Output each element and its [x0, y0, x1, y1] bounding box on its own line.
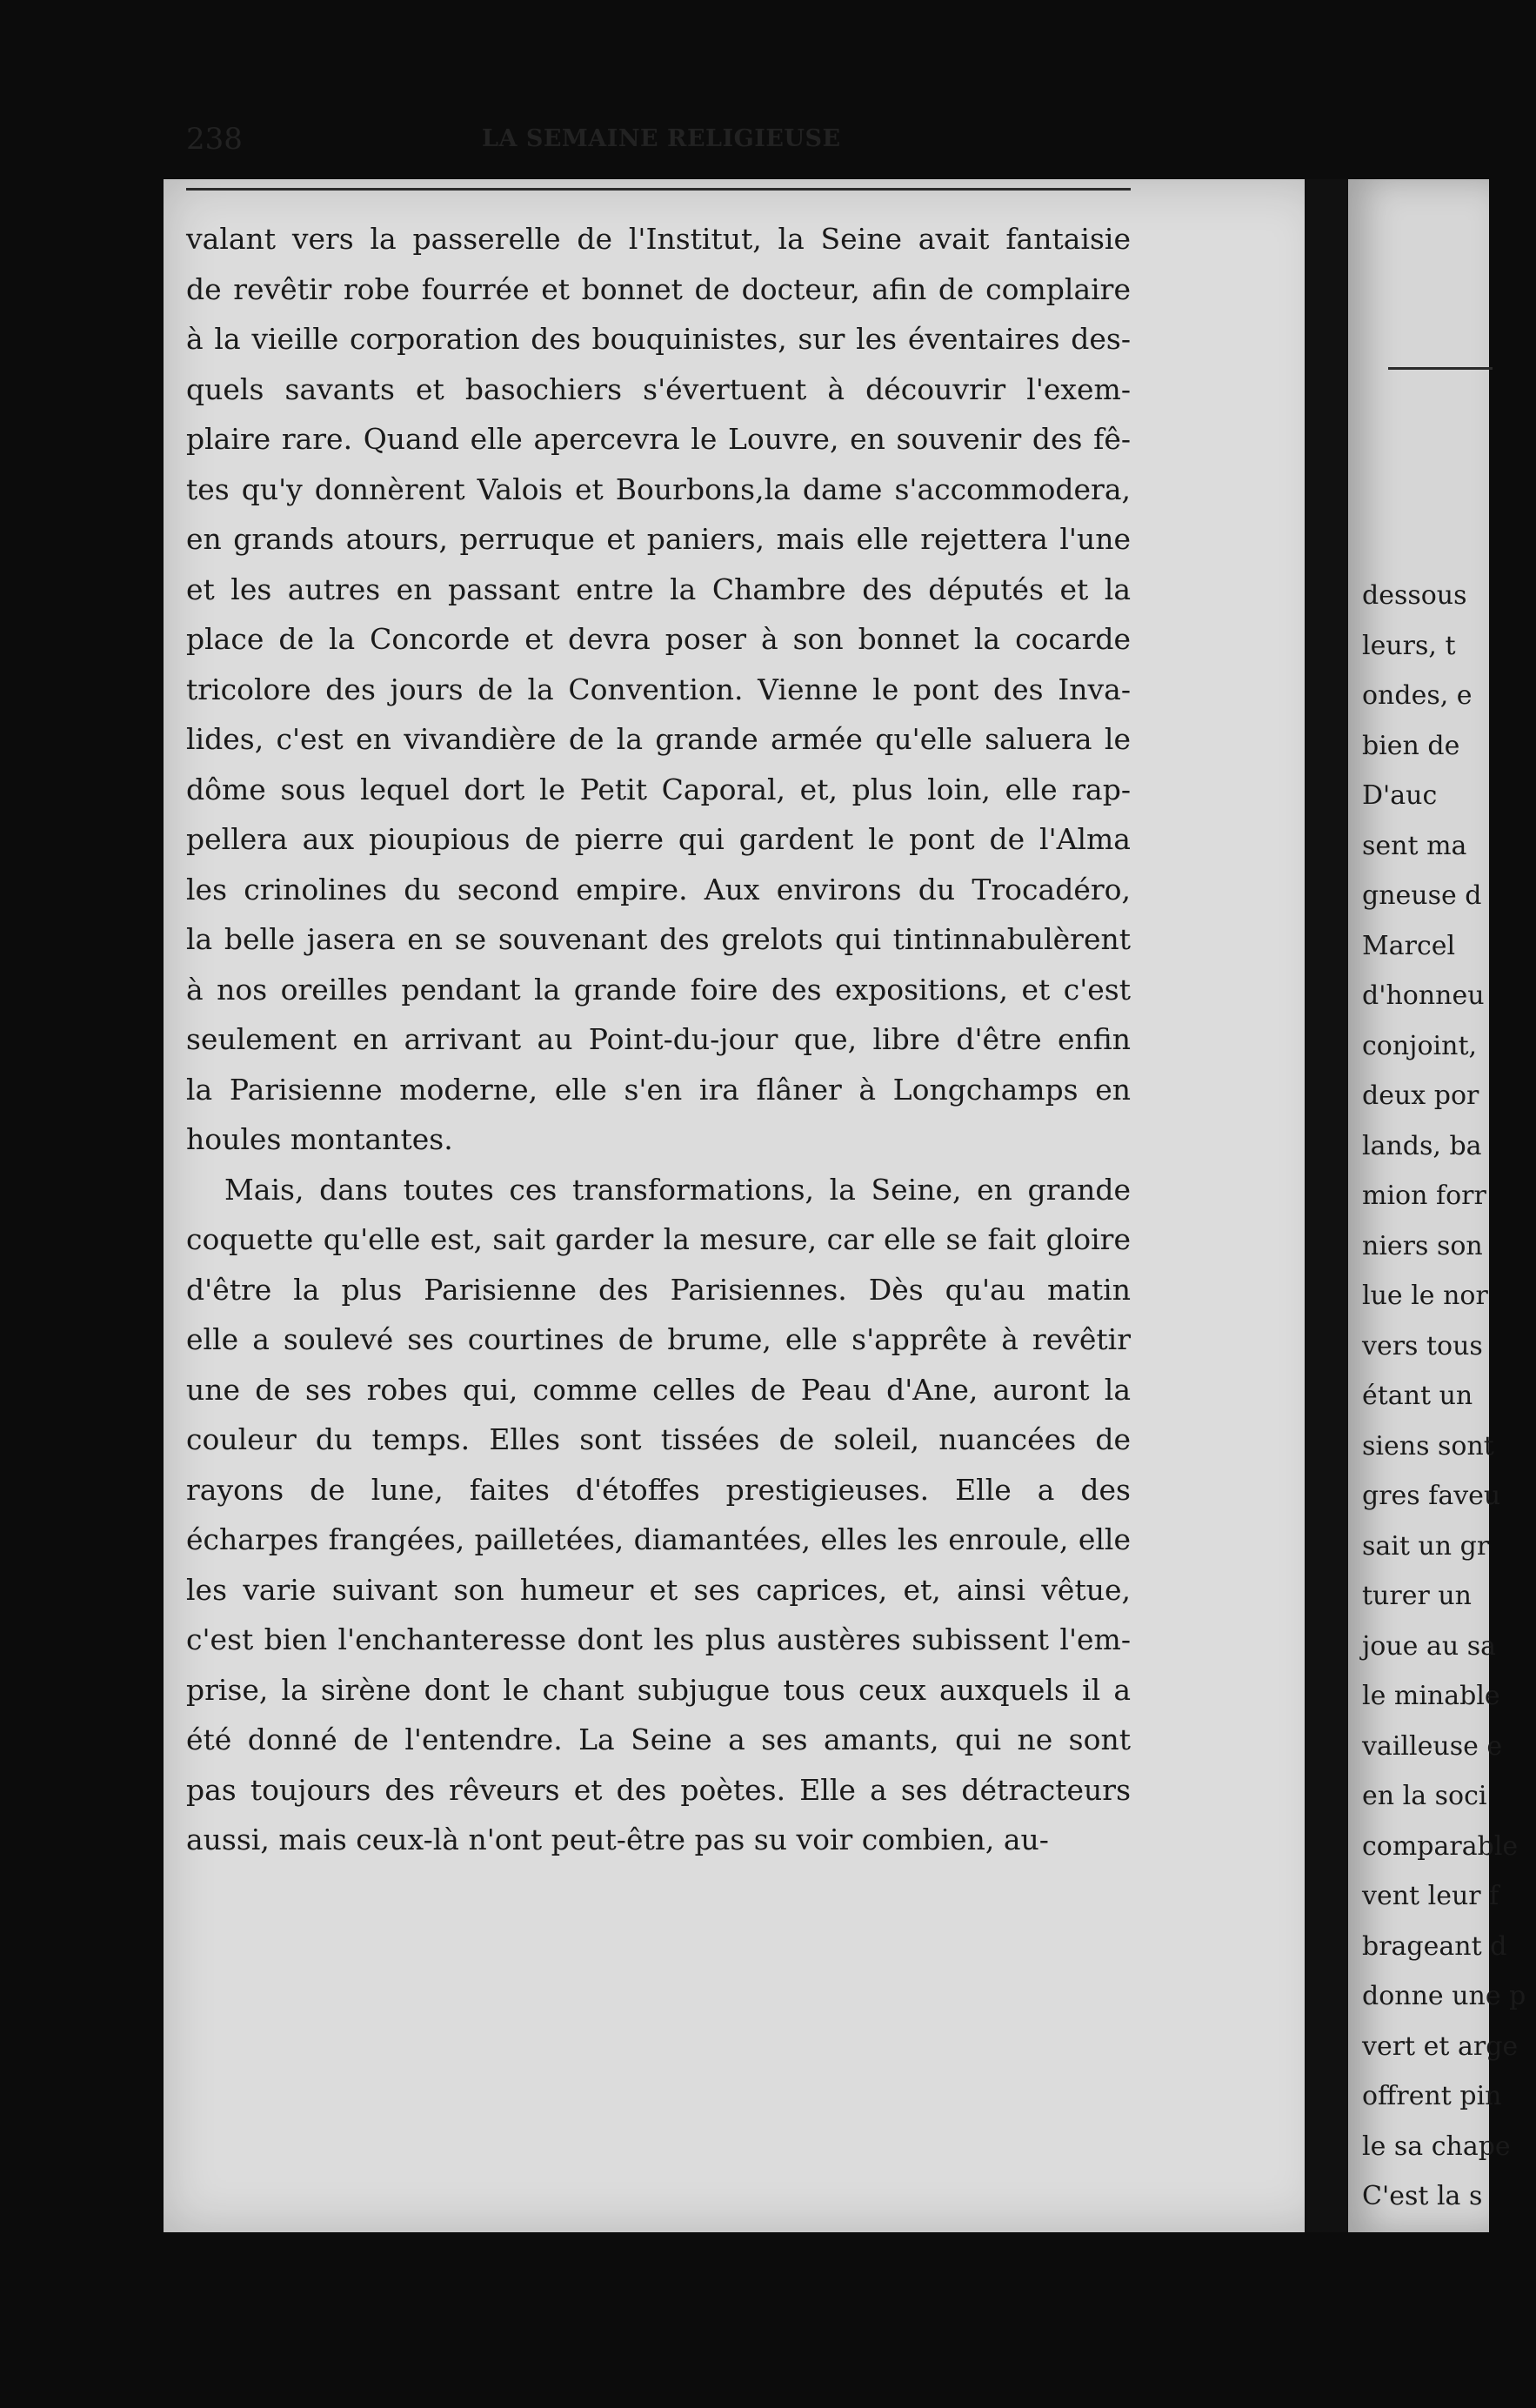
text-line: tricolore des jours de la Convention. Vienne le pont des Inva-: [186, 672, 1131, 706]
text-line: d'être la plus Parisienne des Parisiennes. Dès qu'au matin: [186, 1272, 1131, 1307]
right-page-line: turer un: [1362, 1581, 1472, 1611]
text-line: aussi, mais ceux-là n'ont peut-être pas su voir combien, au-: [186, 1823, 1049, 1856]
right-page-line: dessous: [1362, 580, 1467, 611]
text-line: la Parisienne moderne, elle s'en ira flâner à Longchamps en: [186, 1072, 1131, 1107]
right-page-line: étant un: [1362, 1381, 1473, 1411]
right-page-line: comparable: [1362, 1830, 1519, 1862]
text-line: en grands atours, perruque et paniers, mais elle rejettera l'une: [186, 522, 1131, 556]
right-page-line: C'est la s: [1362, 2181, 1483, 2211]
right-page-line: gres faveu: [1362, 1481, 1501, 1511]
body-text: [186, 214, 1131, 1865]
text-line: houles montantes.: [186, 1122, 453, 1156]
right-page-line: mion forr: [1362, 1181, 1486, 1211]
text-line: couleur du temps. Elles sont tissées de soleil, nuancées de: [186, 1422, 1131, 1456]
header-rule: [186, 188, 1131, 191]
text-line: à la vieille corporation des bouquinistes, sur les éventaires des-: [186, 322, 1131, 356]
right-page-line: brageant d: [1362, 1930, 1507, 1962]
text-line: quels savants et basochiers s'évertuent à découvrir l'exem-: [186, 371, 1131, 406]
text-line: plaire rare. Quand elle apercevra le Louvre, en souvenir des fê-: [186, 422, 1131, 456]
text-line: lides, c'est en vivandière de la grande armée qu'elle saluera le: [186, 722, 1131, 756]
right-page-line: lue le nor: [1362, 1281, 1488, 1311]
text-line: la belle jasera en se souvenant des grelots qui tintinnabulèrent: [186, 922, 1131, 956]
right-page-line: niers son: [1362, 1230, 1483, 1261]
right-page-line: bien de: [1362, 730, 1460, 761]
right-page-line: conjoint,: [1362, 1030, 1478, 1061]
right-page-line: offrent pin: [1362, 2081, 1502, 2111]
text-line: c'est bien l'enchanteresse dont les plus austères subissent l'em-: [186, 1622, 1131, 1656]
text-line: écharpes frangées, pailletées, diamantées, elles les enroule, elle: [186, 1522, 1131, 1556]
text-line: pellera aux pioupious de pierre qui gardent le pont de l'Alma: [186, 822, 1131, 856]
right-page-line: vers tous: [1362, 1330, 1483, 1361]
right-page-line: vent leur f: [1362, 1881, 1499, 1911]
text-line: tes qu'y donnèrent Valois et Bourbons,la dame s'accommodera,: [186, 472, 1131, 506]
text-line: été donné de l'entendre. La Seine a ses amants, qui ne sont: [186, 1722, 1131, 1756]
right-page-line: leurs, t: [1362, 630, 1456, 661]
text-line: place de la Concorde et devra poser à son bonnet la cocarde: [186, 622, 1131, 656]
text-line: prise, la sirène dont le chant subjugue tous ceux auxquels il a: [186, 1672, 1131, 1707]
text-line: les varie suivant son humeur et ses caprices, et, ainsi vêtue,: [186, 1572, 1131, 1607]
right-page-line: D'auc: [1362, 780, 1438, 811]
text-line: Mais, dans toutes ces transformations, la Seine, en grande: [224, 1172, 1131, 1207]
right-page-line: donne une p: [1362, 1981, 1526, 2011]
text-line: dôme sous lequel dort le Petit Caporal, et, plus loin, elle rap-: [186, 772, 1131, 806]
right-page-line: gneuse d: [1362, 880, 1482, 911]
right-page-line: d'honneu: [1362, 980, 1485, 1011]
page-number: 238: [186, 122, 243, 157]
right-page-line: en la soci: [1362, 1781, 1487, 1811]
right-page-line: sait un gr: [1362, 1530, 1490, 1562]
page-header: [186, 122, 1131, 165]
right-header-rule: [1388, 367, 1493, 370]
right-page-text: [1362, 571, 1536, 2222]
right-page-line: deux por: [1362, 1080, 1479, 1111]
text-line: les crinolines du second empire. Aux environs du Trocadéro,: [186, 872, 1131, 906]
right-page-line: lands, ba: [1362, 1130, 1482, 1161]
text-line: pas toujours des rêveurs et des poètes. Elle a ses détracteurs: [186, 1772, 1131, 1807]
text-line: et les autres en passant entre la Chambre des députés et la: [186, 572, 1131, 606]
book-gutter: [1305, 179, 1348, 2232]
right-page-line: vailleuse e: [1362, 1730, 1503, 1762]
text-line: elle a soulevé ses courtines de brume, elle s'apprête à revêtir: [186, 1322, 1131, 1356]
text-line: coquette qu'elle est, sait garder la mesure, car elle se fait gloire: [186, 1222, 1131, 1256]
text-line: une de ses robes qui, comme celles de Peau d'Ane, auront la: [186, 1372, 1131, 1407]
text-line: valant vers la passerelle de l'Institut, la Seine avait fantaisie: [186, 222, 1131, 256]
running-title: LA SEMAINE RELIGIEUSE: [482, 125, 841, 152]
right-page-line: vert et arge: [1362, 2030, 1519, 2062]
text-line: rayons de lune, faites d'étoffes prestigieuses. Elle a des: [186, 1472, 1131, 1507]
right-page-line: joue au sa: [1362, 1630, 1496, 1662]
right-page: [1348, 179, 1526, 2232]
text-line: de revêtir robe fourrée et bonnet de docteur, afin de complaire: [186, 271, 1131, 306]
text-line: à nos oreilles pendant la grande foire des expositions, et c'est: [186, 972, 1131, 1007]
right-page-line: le sa chape: [1362, 2130, 1511, 2162]
right-page-line: ondes, e: [1362, 680, 1473, 711]
right-page-line: siens sont: [1362, 1430, 1494, 1462]
text-line: seulement en arrivant au Point-du-jour que, libre d'être enfin: [186, 1022, 1131, 1056]
right-page-line: le minable: [1362, 1681, 1500, 1711]
right-page-line: Marcel: [1362, 930, 1456, 961]
right-page-line: sent ma: [1362, 830, 1467, 861]
